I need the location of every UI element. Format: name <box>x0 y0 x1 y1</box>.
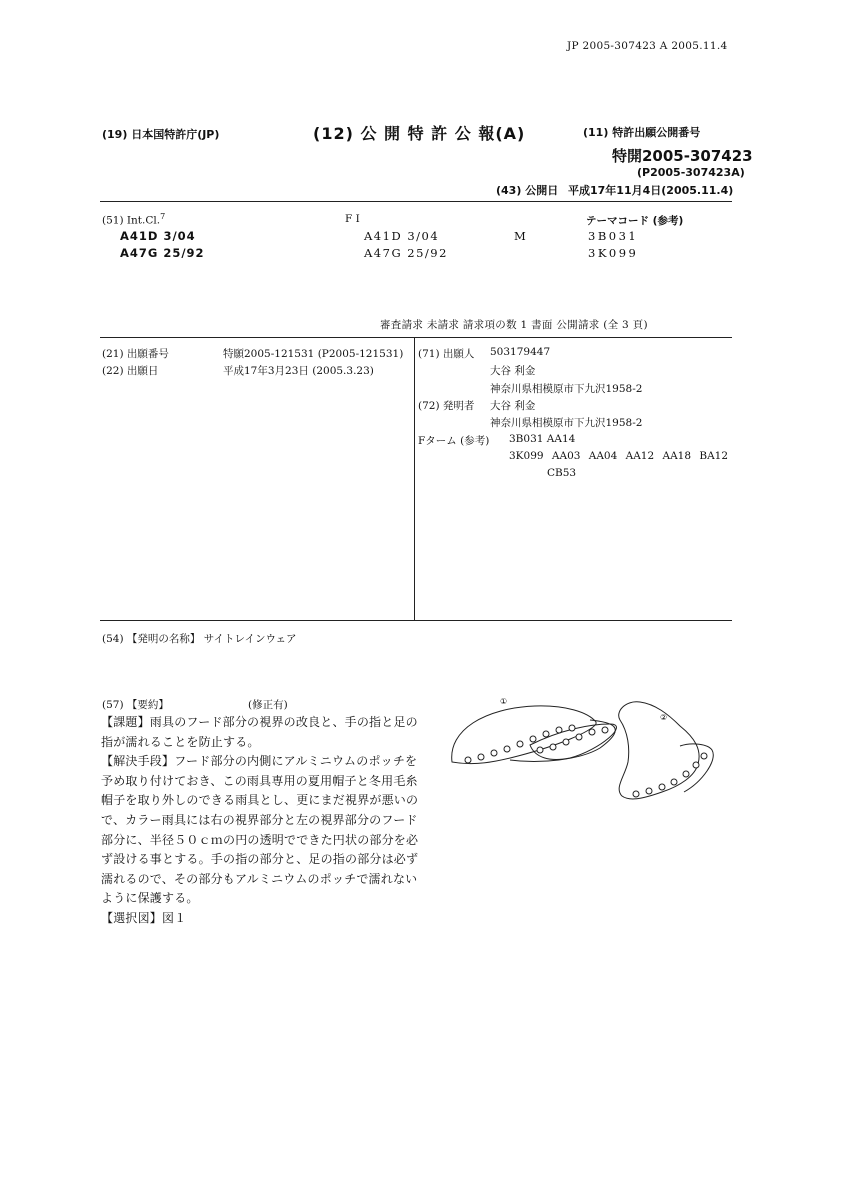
theme-code-1: 3B031 <box>588 229 639 243</box>
applicant-name: 大谷 利金 <box>490 365 536 377</box>
theme-code-2: 3K099 <box>588 246 639 260</box>
int-cl-code-1: A41D 3/04 <box>120 229 196 243</box>
abstract-problem: 【課題】雨具のフード部分の視界の改良と、手の指と足の指が濡れることを防止する。 <box>101 715 418 749</box>
applicant-label: (71) 出願人 <box>418 348 475 360</box>
application-number-label: (21) 出願番号 <box>102 348 169 360</box>
publication-type: (12) 公 開 特 許 公 報(A) <box>313 124 526 143</box>
abstract-selected-figure: 【選択図】図１ <box>101 910 187 925</box>
hood-inner-edge <box>510 720 615 762</box>
application-date: 平成17年3月23日 (2005.3.23) <box>223 365 374 377</box>
biblio-column-divider <box>414 337 415 620</box>
biblio-top-rule <box>100 337 732 338</box>
publication-number-label: (11) 特許出願公開番号 <box>583 126 701 139</box>
issuing-office: (19) 日本国特許庁(JP) <box>102 128 220 141</box>
inventor-address: 神奈川県相模原市下九沢1958-2 <box>490 417 643 429</box>
applicant-address: 神奈川県相模原市下九沢1958-2 <box>490 383 643 395</box>
fi-suffix-1: M <box>514 229 526 243</box>
abstract-body <box>101 713 421 929</box>
theme-code-label: テーマコード (参考) <box>586 215 684 227</box>
fterm-line-2: 3K099 AA03 AA04 AA12 AA18 BA12 <box>509 450 729 462</box>
fi-label: F I <box>345 213 360 225</box>
publication-date-label: (43) 公開日 <box>496 184 559 197</box>
inventor-label: (72) 発明者 <box>418 400 475 412</box>
application-date-label: (22) 出願日 <box>102 365 159 377</box>
fterm-line-3: CB53 <box>547 467 577 479</box>
application-number: 特願2005-121531 (P2005-121531) <box>223 348 404 360</box>
int-cl-superscript: 7 <box>160 212 166 221</box>
abstract-heading-note: (修正有) <box>248 699 288 711</box>
abstract-figure <box>440 690 740 820</box>
abstract-heading: (57) 【要約】 <box>102 699 169 711</box>
applicant-id: 503179447 <box>490 346 551 358</box>
publication-number-alt: (P2005-307423A) <box>637 166 745 179</box>
document-reference: JP 2005-307423 A 2005.11.4 <box>567 40 728 52</box>
publication-date: 平成17年11月4日(2005.11.4) <box>568 184 734 197</box>
figure-label-1: ① <box>500 697 508 706</box>
publication-number: 特開2005-307423 <box>612 147 753 165</box>
figure-label-2: ② <box>660 713 668 722</box>
int-cl-code-2: A47G 25/92 <box>120 246 205 260</box>
fi-code-2: A47G 25/92 <box>364 246 448 260</box>
examination-status: 審査請求 未請求 請求項の数 1 書面 公開請求 (全 3 頁) <box>380 319 648 331</box>
invention-title: (54) 【発明の名称】 サイトレインウェア <box>102 633 297 645</box>
inventor-name: 大谷 利金 <box>490 400 536 412</box>
abstract-solution: 【解決手段】フード部分の内側にアルミニウムのポッチを予め取り付けておき、この雨具専用の夏用帽子と冬用毛糸帽子を取り外しのできる雨具とし、更にまだ視界が悪いので、カラー雨具には右の視界部分と左の視界部分のフード部分に、半径５０ｃｍの円の透明でできた円状の部分を必ず設ける事とする。手の指の部分と、足の指の部分は必ず濡れるので、その部分もアルミニウムのポッチで濡れないように保護する。 <box>101 754 419 906</box>
header-rule <box>100 201 732 202</box>
int-cl-label: (51) Int.Cl.$^7$ <box>102 212 166 227</box>
fterm-line-1: 3B031 AA14 <box>509 433 576 445</box>
glove-outline <box>619 702 699 799</box>
hood-outline <box>452 706 596 764</box>
biblio-bottom-rule <box>100 620 732 621</box>
fterm-label: Fターム (参考) <box>418 435 490 447</box>
fi-code-1: A41D 3/04 <box>364 229 440 243</box>
